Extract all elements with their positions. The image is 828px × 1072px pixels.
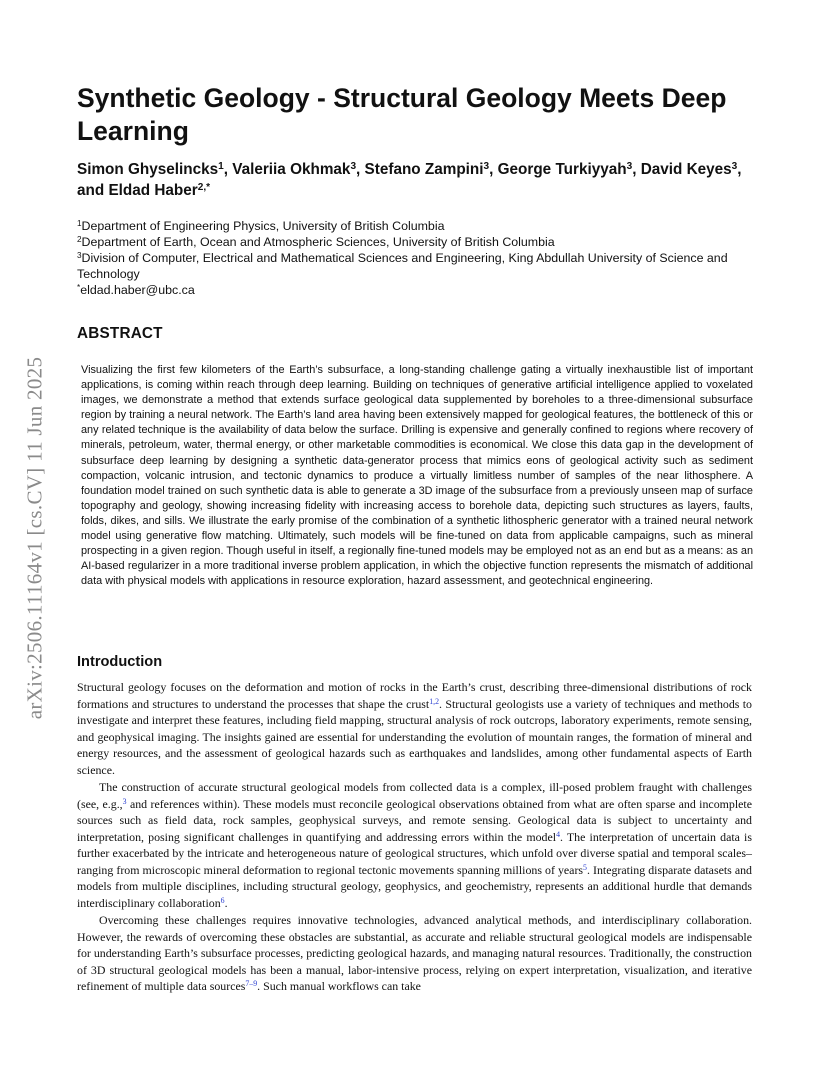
paragraph-text: . Integrating disparate datasets and models from multiple disciplines, including structural geology, geophysics, and geochemistry, represents an additional hurdle that demands interdisciplinary collaboration: [77, 862, 752, 910]
affiliation-mark: 2: [77, 235, 82, 245]
affiliation-text: Department of Engineering Physics, University of British Columbia: [81, 219, 445, 233]
paragraph-text: Overcoming these challenges requires innovative technologies, advanced analytical methods, and interdisciplinary collaboration. However, the rewards of overcoming these obstacles are substantial, as accurate and reliable structural geological models are indispensable for understanding Earth’s subsurface processes, predicting geological hazards, and managing natural resources. Traditionally, the construction of 3D structural geological models has been a manual, labor-intensive process, relying on expert interpretation, visualization, and iterative refinement of multiple data sources: [77, 913, 752, 993]
author-name: David Keyes: [640, 161, 732, 178]
affiliation-mark: 1: [77, 219, 82, 229]
paragraph-text: and references within). These models must reconcile geological observations obtained from what are often sparse and incomplete sources such as field data, rock samples, geophysical surveys, and remote sensing. Geological data is subject to uncertainty and interpretation, posing significant challenges in quantifying and addressing errors within the model: [77, 796, 752, 844]
author-affiliation-mark: 3: [350, 161, 357, 173]
citation-link[interactable]: 3: [122, 796, 127, 806]
author-affiliation-mark: 1: [218, 161, 224, 173]
paragraph-text: . The interpretation of uncertain data is further exacerbated by the intricate and heterogeneous nature of geological structures, which unfold over diverse spatial and temporal scales– ranging from microscopic mineral deformation to regional tectonic movements spanning millions of years: [77, 829, 752, 877]
affiliation-text: Department of Earth, Ocean and Atmospheric Sciences, University of British Columbia: [81, 235, 555, 249]
abstract-text: Visualizing the first few kilometers of the Earth’s subsurface, a long-standing challenge gating a virtually inexhaustible list of important applications, is coming within reach through deep learning. Building on techniques of generative artificial intelligence applied to voxelated images, we demonstrate a method that extends surface geological data supplemented by boreholes to a three-dimensional subsurface region by training a neural network. The Earth’s land area having been extensively mapped for geological features, the bottleneck of this or any related technique is the availability of data below the surface. Drilling is expensive and generally confined to regions where recovery of minerals, petroleum, water, thermal energy, or other marketable commodities is economical. We close this data gap in the development of subsurface deep learning by designing a synthetic data-generator process that mimics eons of geological activity such as sediment compaction, volcanic intrusion, and tectonic dynamics to produce a virtually limitless number of samples of the near lithosphere. A foundation model trained on such synthetic data is able to generate a 3D image of the subsurface from a previously unseen map of surface topography and geology, showing increasing fidelity with increasing access to borehole data, depicting such structures as layers, faults, folds, dikes, and sills. We illustrate the early promise of the combination of a synthetic lithospheric generator with a trained neural network model using generative flow matching. Ultimately, such models will be fine-tuned on data from applicable campaigns, such as mineral prospecting in a given region. Though useful in itself, a regionally fine-tuned models may be employed not as an end but as a means: as an AI-based regularizer in a more traditional inverse problem application, in which the objective function represents the mismatch of additional data with physical models with applications in resource exploration, hazard assessment, and geotechnical engineering.: [81, 364, 753, 588]
affiliation-text: Division of Computer, Electrical and Mathematical Sciences and Engineering, King Abdullah University of Science and Technology: [77, 251, 728, 281]
author-list: [77, 159, 767, 201]
affiliation-mark: *: [77, 283, 81, 293]
paragraph-text: .: [224, 895, 228, 910]
citation-link[interactable]: 1,2: [429, 696, 440, 706]
paper-title: Synthetic Geology - Structural Geology Meets Deep Learning: [77, 83, 727, 146]
introduction-body: [77, 679, 752, 995]
citation-link[interactable]: 6: [220, 895, 225, 905]
paragraph-text: The construction of accurate structural geological models from collected data is a complex, ill-posed problem fraught with challenges (see, e.g.,: [77, 780, 752, 811]
author-name: Valeriia Okhmak: [232, 161, 351, 178]
abstract-heading: ABSTRACT: [77, 325, 163, 342]
corresponding-email[interactable]: [77, 282, 767, 298]
introduction-paragraph: [77, 679, 752, 778]
author-affiliation-mark: 3: [731, 161, 738, 173]
citation-link[interactable]: 4: [556, 829, 560, 839]
affiliation-item: [77, 250, 767, 282]
arxiv-sidebar-stamp: [20, 300, 50, 775]
affiliation-mark: 3: [77, 251, 82, 261]
author-separator: ,: [356, 161, 365, 178]
affiliation-text: eldad.haber@ubc.ca: [80, 283, 195, 297]
author-affiliation-mark: 2,*: [197, 182, 211, 194]
citation-link[interactable]: 7–9: [245, 979, 258, 989]
author-affiliation-mark: 3: [626, 161, 633, 173]
author-name: Simon Ghyselincks: [77, 161, 219, 178]
paragraph-text: . Such manual workflows can take: [257, 979, 421, 993]
author-separator: ,: [632, 161, 641, 178]
author-separator: , and: [77, 161, 742, 199]
affiliation-list: [77, 218, 767, 298]
author-separator: ,: [223, 161, 233, 178]
author-name: Stefano Zampini: [364, 161, 484, 178]
introduction-paragraph: [77, 779, 752, 911]
citation-link[interactable]: 5: [583, 862, 587, 872]
author-name: George Turkiyyah: [497, 161, 627, 178]
author-name: Eldad Haber: [108, 182, 198, 199]
affiliation-item: [77, 234, 767, 250]
introduction-heading: Introduction: [77, 654, 163, 670]
affiliation-item: [77, 218, 767, 234]
paragraph-text: Structural geology focuses on the deformation and motion of rocks in the Earth’s crust, describing three-dimensional distributions of rock formations and structures to understand the processes that shape the crust: [77, 680, 752, 711]
paragraph-text: . Structural geologists use a variety of techniques and methods to investigate and interpret these features, including field mapping, structural analysis of rock outcrops, laboratory experiments, remote sensing, and geophysical imaging. The insights gained are essential for understanding the evolution of mountain ranges, the formation of mineral and energy resources, and the assessment of geological hazards such as earthquakes and landslides, among other fundamental aspects of Earth science.: [77, 696, 752, 777]
author-affiliation-mark: 3: [483, 161, 490, 173]
author-separator: ,: [489, 161, 498, 178]
introduction-paragraph: [77, 912, 752, 995]
arxiv-identifier[interactable]: arXiv:2506.11164v1 [cs.CV] 11 Jun 2025: [22, 356, 47, 719]
